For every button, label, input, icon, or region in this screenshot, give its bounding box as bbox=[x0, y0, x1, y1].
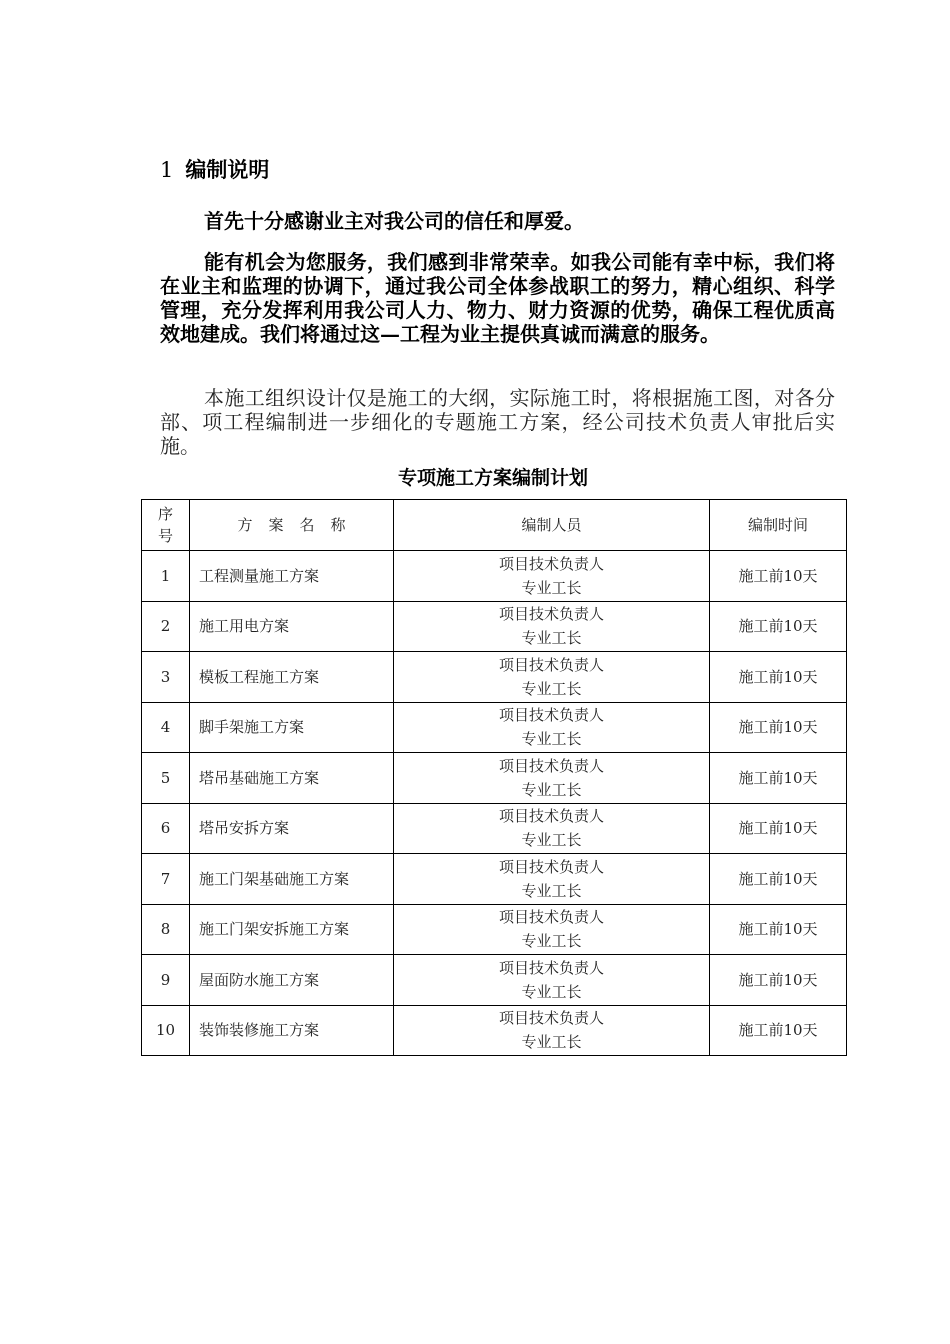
row-staff-primary: 项目技术负责人 bbox=[498, 655, 604, 674]
row-serial: 8 bbox=[142, 904, 190, 955]
row-serial: 2 bbox=[142, 601, 190, 652]
intro-paragraph-scope: 本施工组织设计仅是施工的大纲，实际施工时，将根据施工图，对各分部、项工程编制进一步细化的专题施工方案，经公司技术负责人审批后实施。 bbox=[160, 386, 835, 458]
row-staff bbox=[394, 904, 710, 955]
row-staff bbox=[394, 955, 710, 1006]
row-staff-primary: 项目技术负责人 bbox=[498, 756, 604, 775]
construction-plan-table bbox=[141, 499, 847, 1056]
row-staff bbox=[394, 854, 710, 905]
row-staff-secondary: 专业工长 bbox=[521, 932, 582, 951]
row-staff-primary: 项目技术负责人 bbox=[498, 1009, 604, 1028]
row-plan-name: 施工用电方案 bbox=[190, 601, 394, 652]
row-staff-secondary: 专业工长 bbox=[521, 730, 582, 749]
intro-paragraph-thanks: 首先十分感谢业主对我公司的信任和厚爱。 bbox=[204, 209, 584, 233]
row-staff-primary: 项目技术负责人 bbox=[498, 958, 604, 977]
row-staff-secondary: 专业工长 bbox=[521, 982, 582, 1001]
row-staff bbox=[394, 803, 710, 854]
row-staff bbox=[394, 601, 710, 652]
row-time: 施工前10天 bbox=[710, 601, 847, 652]
row-plan-name: 模板工程施工方案 bbox=[190, 652, 394, 703]
row-plan-name: 装饰装修施工方案 bbox=[190, 1005, 394, 1056]
row-serial: 5 bbox=[142, 753, 190, 804]
row-plan-name: 工程测量施工方案 bbox=[190, 551, 394, 602]
table-row bbox=[142, 702, 847, 753]
row-staff-secondary: 专业工长 bbox=[521, 679, 582, 698]
header-staff: 编制人员 bbox=[394, 500, 710, 551]
row-serial: 4 bbox=[142, 702, 190, 753]
table-row bbox=[142, 955, 847, 1006]
row-time: 施工前10天 bbox=[710, 702, 847, 753]
header-serial-line1: 序 bbox=[157, 505, 173, 523]
row-plan-name: 塔吊安拆方案 bbox=[190, 803, 394, 854]
row-staff-secondary: 专业工长 bbox=[521, 831, 582, 850]
row-staff-primary: 项目技术负责人 bbox=[498, 554, 604, 573]
row-staff-primary: 项目技术负责人 bbox=[498, 807, 604, 826]
row-staff bbox=[394, 702, 710, 753]
row-time: 施工前10天 bbox=[710, 904, 847, 955]
row-staff-secondary: 专业工长 bbox=[521, 881, 582, 900]
table-row bbox=[142, 904, 847, 955]
table-row bbox=[142, 803, 847, 854]
table-row bbox=[142, 551, 847, 602]
row-time: 施工前10天 bbox=[710, 551, 847, 602]
row-plan-name: 屋面防水施工方案 bbox=[190, 955, 394, 1006]
row-time: 施工前10天 bbox=[710, 854, 847, 905]
table-row bbox=[142, 854, 847, 905]
row-staff-primary: 项目技术负责人 bbox=[498, 706, 604, 725]
row-time: 施工前10天 bbox=[710, 753, 847, 804]
header-time: 编制时间 bbox=[710, 500, 847, 551]
header-serial-line2: 号 bbox=[157, 527, 173, 545]
table-title: 专项施工方案编制计划 bbox=[397, 467, 588, 489]
table-header-row bbox=[142, 500, 847, 551]
row-time: 施工前10天 bbox=[710, 803, 847, 854]
row-plan-name: 塔吊基础施工方案 bbox=[190, 753, 394, 804]
row-time: 施工前10天 bbox=[710, 652, 847, 703]
row-serial: 9 bbox=[142, 955, 190, 1006]
row-staff-primary: 项目技术负责人 bbox=[498, 605, 604, 624]
row-staff-secondary: 专业工长 bbox=[521, 629, 582, 648]
row-plan-name: 施工门架基础施工方案 bbox=[190, 854, 394, 905]
row-staff-primary: 项目技术负责人 bbox=[498, 908, 604, 927]
intro-paragraph-commitment: 能有机会为您服务，我们感到非常荣幸。如我公司能有幸中标，我们将在业主和监理的协调下，通过我公司全体参战职工的努力，精心组织、科学管理，充分发挥利用我公司人力、物力、财力资源的优势，确保工程优质高效地建成。我们将通过这—工程为业主提供真诚而满意的服务。 bbox=[160, 250, 835, 346]
row-staff bbox=[394, 551, 710, 602]
row-serial: 3 bbox=[142, 652, 190, 703]
table-row bbox=[142, 652, 847, 703]
header-plan-name: 方案名称 bbox=[190, 500, 394, 551]
row-staff bbox=[394, 753, 710, 804]
table-row bbox=[142, 601, 847, 652]
row-time: 施工前10天 bbox=[710, 1005, 847, 1056]
row-plan-name: 脚手架施工方案 bbox=[190, 702, 394, 753]
section-title: 编制说明 bbox=[185, 157, 270, 182]
row-staff-secondary: 专业工长 bbox=[521, 578, 582, 597]
header-serial bbox=[142, 500, 190, 551]
row-staff-secondary: 专业工长 bbox=[521, 1033, 582, 1052]
row-serial: 7 bbox=[142, 854, 190, 905]
row-serial: 6 bbox=[142, 803, 190, 854]
row-plan-name: 施工门架安拆施工方案 bbox=[190, 904, 394, 955]
table-row bbox=[142, 753, 847, 804]
row-serial: 1 bbox=[142, 551, 190, 602]
row-time: 施工前10天 bbox=[710, 955, 847, 1006]
row-staff bbox=[394, 1005, 710, 1056]
section-number: 1 bbox=[160, 158, 174, 182]
table-row bbox=[142, 1005, 847, 1056]
row-staff-secondary: 专业工长 bbox=[521, 780, 582, 799]
section-heading bbox=[160, 156, 269, 184]
row-serial: 10 bbox=[142, 1005, 190, 1056]
row-staff-primary: 项目技术负责人 bbox=[498, 857, 604, 876]
row-staff bbox=[394, 652, 710, 703]
